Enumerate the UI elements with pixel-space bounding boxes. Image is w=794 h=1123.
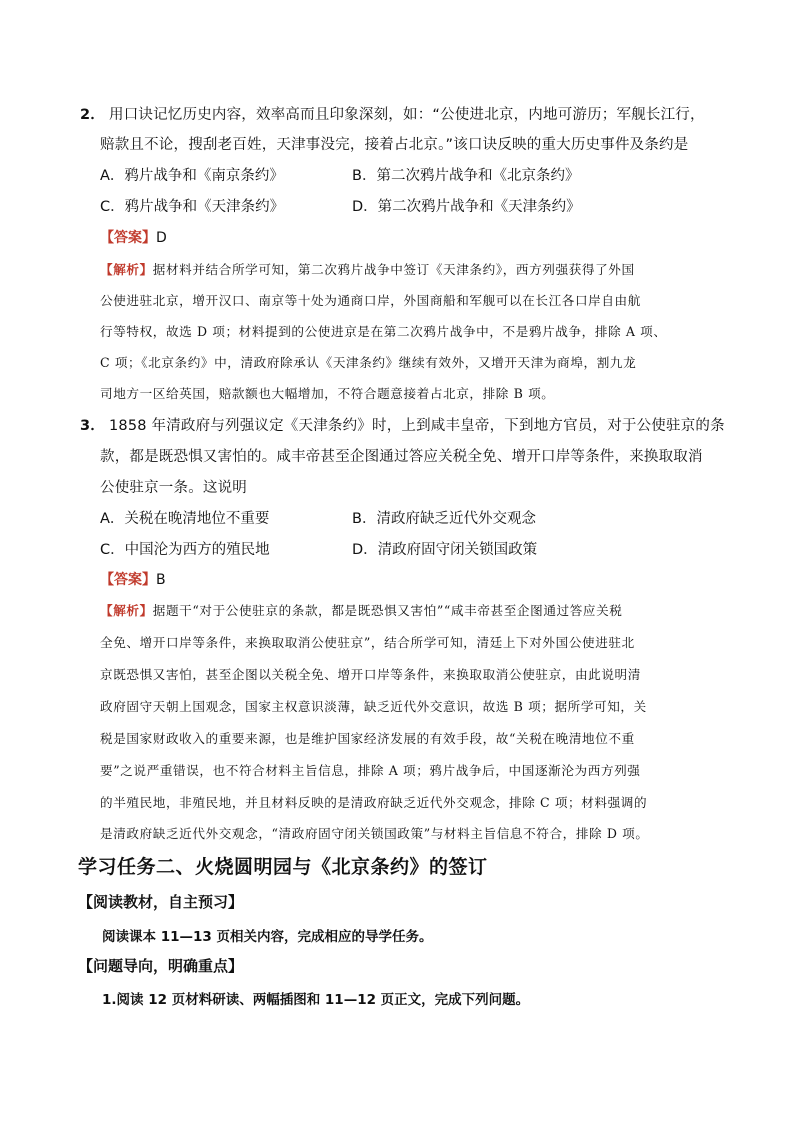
q3-analysis-line-5: 税是国家财政收入的重要来源，也是维护国家经济发展的有效手段，故“关税在晚清地位不重 [100,731,635,746]
q2-analysis-line-4: C 项；《北京条约》中，清政府除承认《天津条约》继续有效外，又增开天津为商埠，割九龙 [100,355,637,370]
q2-analysis-line-1: 【解析】据材料并结合所学可知，第二次鸦片战争中签订《天津条约》，西方列强获得了外国 [100,262,635,277]
q3-analysis-line-1: 【解析】据题干“对于公使驻京的条款，都是既恐惧又害怕”“咸丰帝甚至企图通过答应关税 [100,603,623,618]
section-title: 学习任务二、火烧圆明园与《北京条约》的签订 [78,856,488,878]
q2-option-d: D．第二次鸦片战争和《天津条约》 [352,199,581,215]
q3-analysis-line-8: 是清政府缺乏近代外交观念，“清政府固守闭关锁国政策”与材料主旨信息不符合，排除 D 项。 [100,826,649,841]
q2-stem-line-1: 2． 用口诀记忆历史内容，效率高而且印象深刻，如：“公使进北京，内地可游历；军舰长江行， [80,107,705,123]
q3-answer [100,569,166,589]
answer-tag: 【答案】 [100,230,156,246]
q3-stem-line-1: 3． 1858 年清政府与列强议定《天津条约》时，上到咸丰皇帝，下到地方官员，对于公使驻京的条 [80,418,725,434]
q2-option-b: B．第二次鸦片战争和《北京条约》 [352,168,580,184]
q2-analysis-line-3: 行等特权，故选 D 项；材料提到的公使进京是在第二次鸦片战争中，不是鸦片战争，排除 A 项、 [100,324,667,339]
q3-option-d: D．清政府固守闭关锁国政策 [352,542,538,558]
q3-analysis-line-3: 京既恐惧又害怕，甚至企图以关税全免、增开口岸等条件，来换取取消公使驻京，由此说明清 [100,667,641,682]
q3-number: 3． [80,418,105,434]
q3-stem-line-2: 款，都是既恐惧又害怕的。咸丰帝甚至企图通过答应关税全免、增开口岸等条件，来换取取消 [100,449,703,465]
q3-stem-line-3: 公使驻京一条。这说明 [100,480,247,496]
analysis-tag: 【解析】 [100,262,153,277]
problem-heading: 【问题导向，明确重点】 [78,957,244,975]
q2-analysis-line-2: 公使进驻北京，增开汉口、南京等十处为通商口岸，外国商船和军舰可以在长江各口岸自由航 [100,293,641,308]
q3-answer-value: B [156,572,166,588]
q2-analysis-line-5: 司地方一区给英国，赔款额也大幅增加，不符合题意接着占北京，排除 B 项。 [100,386,555,401]
answer-tag: 【答案】 [100,572,156,588]
q3-option-b: B．清政府缺乏近代外交观念 [352,511,536,527]
q2-answer [100,227,167,247]
q2-option-c: C．鸦片战争和《天津条约》 [100,199,285,215]
q2-number: 2． [80,107,105,123]
q3-option-a: A．关税在晚清地位不重要 [100,511,270,527]
read-text: 阅读课本 11—13 页相关内容，完成相应的导学任务。 [102,929,433,945]
read-heading: 【阅读教材，自主预习】 [78,893,244,911]
q3-analysis-line-4: 政府固守天朝上国观念，国家主权意识淡薄，缺乏近代外交意识，故选 B 项；据所学可知，关 [100,699,647,714]
q3-analysis-line-6: 要”之说严重错误，也不符合材料主旨信息，排除 A 项；鸦片战争后，中国逐渐沦为西方列强 [100,763,641,778]
q2-stem-line-2: 赔款且不论，搜刮老百姓，天津事没完，接着占北京。”该口诀反映的重大历史事件及条约是 [100,137,689,153]
q3-analysis-line-7: 的半殖民地，非殖民地，并且材料反映的是清政府缺乏近代外交观念，排除 C 项；材料强调的 [100,795,648,810]
q3-analysis-line-2: 全免、增开口岸等条件，来换取取消公使驻京”，结合所学可知，清廷上下对外国公使进驻北 [100,635,635,650]
q2-answer-value: D [156,230,167,246]
task-1-text: 1.阅读 12 页材料研读、两幅插图和 11—12 页正文，完成下列问题。 [102,992,530,1008]
q3-option-c: C．中国沦为西方的殖民地 [100,542,270,558]
q2-option-a: A．鸦片战争和《南京条约》 [100,168,284,184]
analysis-tag: 【解析】 [100,603,153,618]
